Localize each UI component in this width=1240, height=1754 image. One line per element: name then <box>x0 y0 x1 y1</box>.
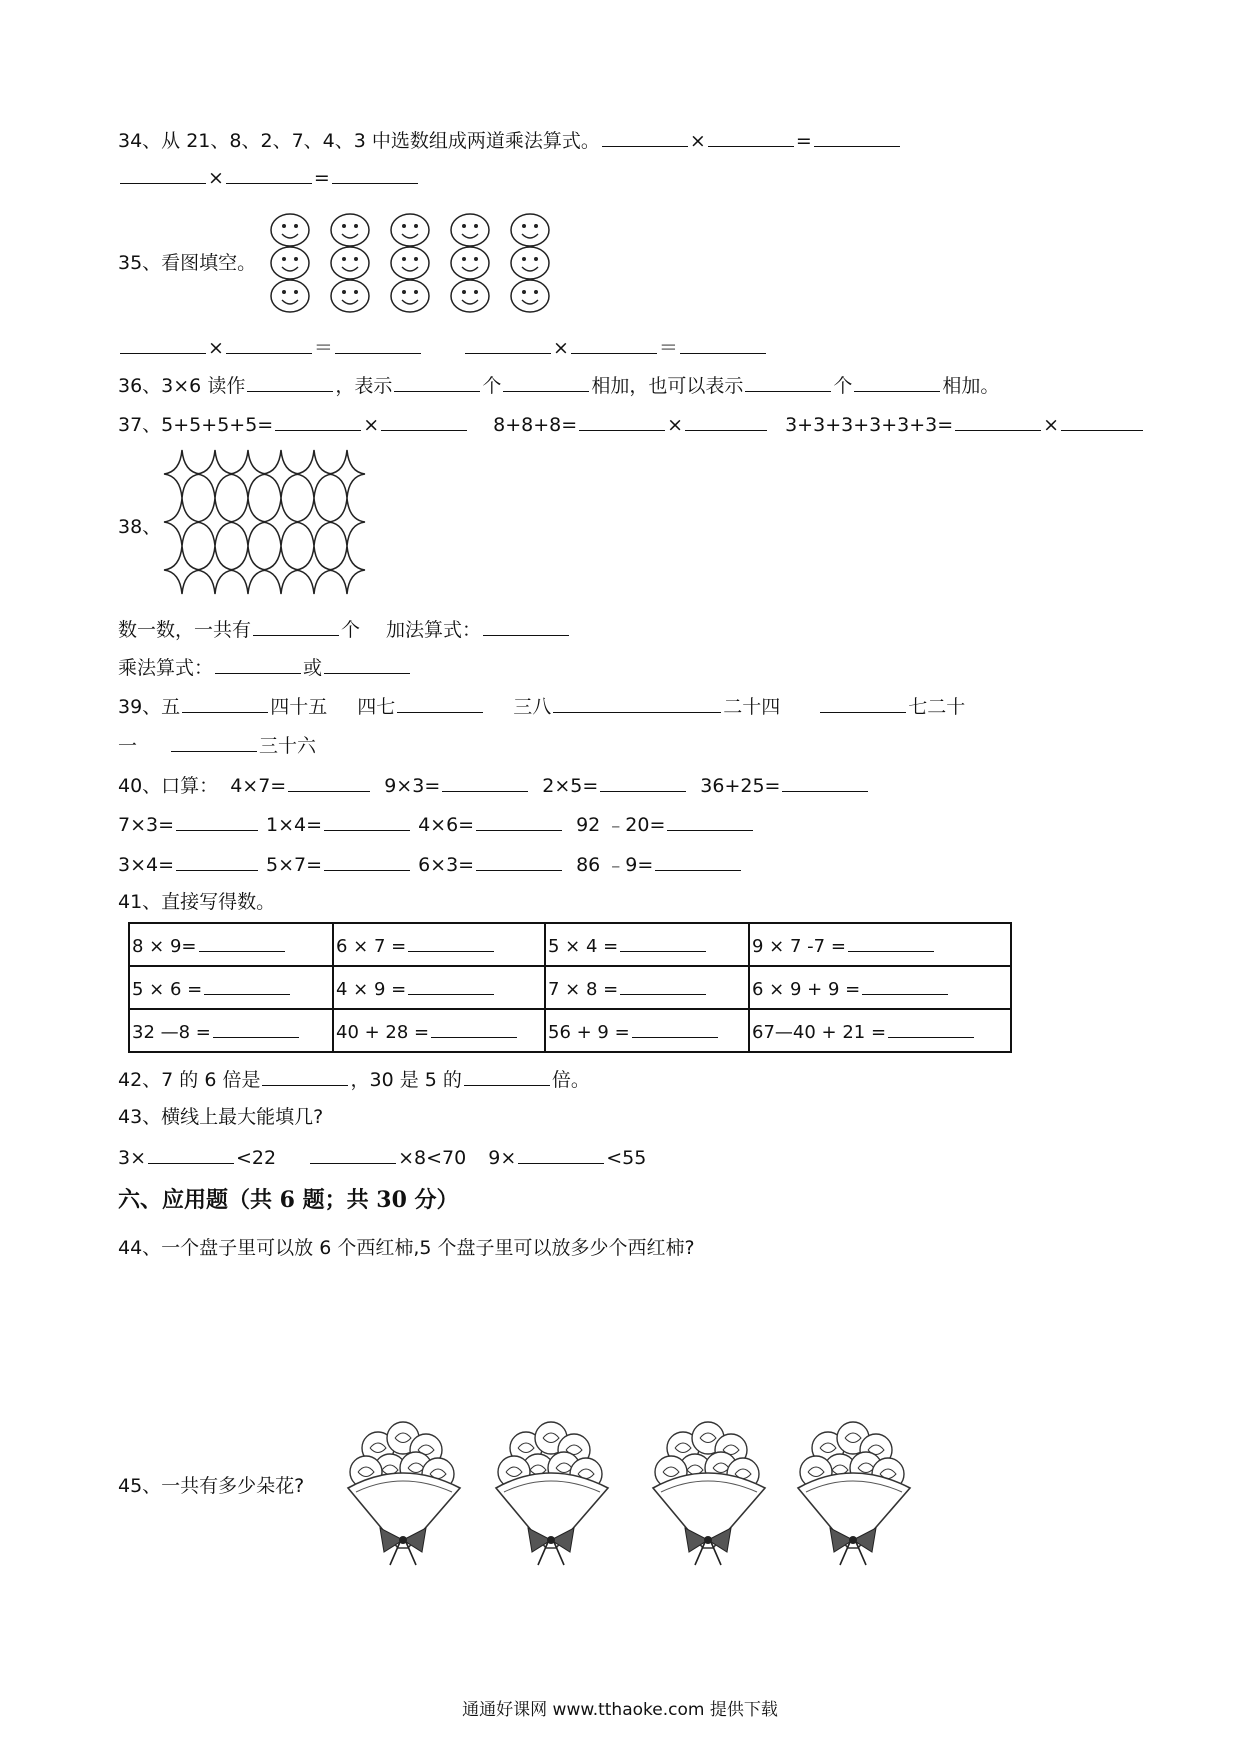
answer-blank[interactable] <box>247 373 333 392</box>
answer-blank[interactable] <box>204 976 290 995</box>
smiley-face-icon <box>271 280 309 312</box>
answer-blank[interactable] <box>483 617 569 636</box>
answer-blank[interactable] <box>888 1019 974 1038</box>
star-icon <box>164 546 200 594</box>
answer-blank[interactable] <box>226 165 312 184</box>
q34-line2: × = <box>118 165 420 190</box>
flower-bouquets-figure <box>338 1400 918 1565</box>
answer-blank[interactable] <box>476 812 562 831</box>
answer-blank[interactable] <box>465 335 551 354</box>
bouquet-icon <box>496 1422 608 1565</box>
answer-blank[interactable] <box>324 655 410 674</box>
smiley-face-icon <box>451 247 489 279</box>
q38-mul-line: 乘法算式： 或 <box>118 655 412 680</box>
answer-blank[interactable] <box>332 165 418 184</box>
answer-blank[interactable] <box>182 694 268 713</box>
q35-label: 35、看图填空。 <box>118 252 257 274</box>
bouquet-icon <box>348 1422 460 1565</box>
star-icon <box>263 450 299 498</box>
answer-blank[interactable] <box>408 933 494 952</box>
answer-blank[interactable] <box>476 852 562 871</box>
answer-blank[interactable] <box>571 335 657 354</box>
smiley-face-icon <box>331 280 369 312</box>
stars-figure <box>168 450 364 596</box>
q43-title: 43、横线上最大能填几? <box>118 1106 324 1128</box>
answer-blank[interactable] <box>199 933 285 952</box>
answer-blank[interactable] <box>854 373 940 392</box>
answer-blank[interactable] <box>215 655 301 674</box>
answer-blank[interactable] <box>814 128 900 147</box>
q37-line: 37、5+5+5+5= × 8+8+8= × 3+3+3+3+3+3= × <box>118 412 1145 437</box>
answer-blank[interactable] <box>176 852 258 871</box>
smiley-face-icon <box>331 214 369 246</box>
q34-line1: 34、从 21、8、2、7、4、3 中选数组成两道乘法算式。 × = <box>118 128 902 153</box>
q45-text: 45、一共有多少朵花? <box>118 1475 305 1497</box>
answer-blank[interactable] <box>171 733 257 752</box>
star-icon <box>164 498 200 546</box>
answer-blank[interactable] <box>848 933 934 952</box>
smiley-face-icon <box>271 214 309 246</box>
answer-blank[interactable] <box>667 812 753 831</box>
answer-blank[interactable] <box>955 412 1041 431</box>
answer-blank[interactable] <box>680 335 766 354</box>
answer-blank[interactable] <box>862 976 948 995</box>
answer-blank[interactable] <box>503 373 589 392</box>
answer-blank[interactable] <box>685 412 767 431</box>
answer-blank[interactable] <box>579 412 665 431</box>
smiley-face-icon <box>271 247 309 279</box>
footer: 通通好课网 www.tthaoke.com 提供下载 <box>462 1700 778 1720</box>
smiley-face-icon <box>391 280 429 312</box>
answer-blank[interactable] <box>431 1019 517 1038</box>
star-icon <box>263 498 299 546</box>
smiley-face-icon <box>391 247 429 279</box>
answer-blank[interactable] <box>600 773 686 792</box>
star-icon <box>197 546 233 594</box>
q36-line: 36、3×6 读作 ，表示 个 相加，也可以表示 个 相加。 <box>118 375 1000 397</box>
answer-blank[interactable] <box>820 694 906 713</box>
q42-line: 42、7 的 6 倍是 ，30 是 5 的 倍。 <box>118 1069 590 1091</box>
answer-blank[interactable] <box>782 773 868 792</box>
star-icon <box>329 546 365 594</box>
answer-blank[interactable] <box>632 1019 718 1038</box>
q38-count-line: 数一数，一共有 个 加法算式： <box>118 617 571 642</box>
answer-blank[interactable] <box>394 373 480 392</box>
q40-row1: 40、口算： 4×7= 9×3= 2×5= 36+25= <box>118 773 870 798</box>
answer-blank[interactable] <box>120 165 206 184</box>
q39-line1: 39、五 四十五 四七 三八 二十四 七二十 <box>118 696 966 718</box>
q35-blanks: × ＝ × ＝ <box>118 335 768 360</box>
smiley-faces-figure <box>270 212 570 320</box>
answer-blank[interactable] <box>335 335 421 354</box>
star-icon <box>296 546 332 594</box>
answer-blank[interactable] <box>553 694 721 713</box>
smiley-face-icon <box>451 280 489 312</box>
section-title: 六、应用题（共 6 题；共 30 分） <box>118 1187 459 1213</box>
answer-blank[interactable] <box>324 852 410 871</box>
q43-line: 3× <22 ×8<70 9× <55 <box>118 1147 647 1169</box>
table-row: 5 × 6 = 4 × 9 = 7 × 8 = 6 × 9 + 9 = <box>129 966 1011 1009</box>
q39-line2: 一 三十六 <box>118 735 317 757</box>
smiley-face-icon <box>391 214 429 246</box>
q40-row2: 7×3= 1×4= 4×6= 92 ﹣20= <box>118 812 755 837</box>
star-icon <box>230 450 266 498</box>
answer-blank[interactable] <box>602 128 688 147</box>
answer-blank[interactable] <box>213 1019 299 1038</box>
q41-table <box>128 922 1012 1053</box>
answer-blank[interactable] <box>464 1067 550 1086</box>
answer-blank[interactable] <box>408 976 494 995</box>
bouquet-icon <box>653 1422 765 1565</box>
star-icon <box>230 546 266 594</box>
answer-blank[interactable] <box>253 617 339 636</box>
star-icon <box>230 498 266 546</box>
answer-blank[interactable] <box>120 335 206 354</box>
answer-blank[interactable] <box>288 773 370 792</box>
answer-blank[interactable] <box>518 1145 604 1164</box>
table-row: 8 × 9= 6 × 7 = 5 × 4 = 9 × 7 -7 = <box>129 923 1011 966</box>
star-icon <box>164 450 200 498</box>
answer-blank[interactable] <box>310 1145 396 1164</box>
star-icon <box>329 498 365 546</box>
star-icon <box>296 450 332 498</box>
answer-blank[interactable] <box>262 1067 348 1086</box>
smiley-face-icon <box>511 247 549 279</box>
answer-blank[interactable] <box>226 335 312 354</box>
smiley-face-icon <box>451 214 489 246</box>
star-icon <box>329 450 365 498</box>
q40-row3: 3×4= 5×7= 6×3= 86 ﹣9= <box>118 852 743 877</box>
answer-blank[interactable] <box>324 812 410 831</box>
answer-blank[interactable] <box>275 412 361 431</box>
bouquet-icon <box>798 1422 910 1565</box>
answer-blank[interactable] <box>708 128 794 147</box>
answer-blank[interactable] <box>442 773 528 792</box>
q44-text: 44、一个盘子里可以放 6 个西红柿,5 个盘子里可以放多少个西红柿? <box>118 1237 695 1259</box>
star-icon <box>263 546 299 594</box>
answer-blank[interactable] <box>620 933 706 952</box>
smiley-face-icon <box>511 214 549 246</box>
q38-label: 38、 <box>118 516 162 538</box>
answer-blank[interactable] <box>655 852 741 871</box>
smiley-face-icon <box>331 247 369 279</box>
answer-blank[interactable] <box>745 373 831 392</box>
star-icon <box>197 450 233 498</box>
answer-blank[interactable] <box>148 1145 234 1164</box>
q41-title: 41、直接写得数。 <box>118 891 276 913</box>
star-icon <box>296 498 332 546</box>
answer-blank[interactable] <box>1061 412 1143 431</box>
answer-blank[interactable] <box>381 412 467 431</box>
q34-text: 34、从 21、8、2、7、4、3 中选数组成两道乘法算式。 <box>118 130 600 152</box>
answer-blank[interactable] <box>176 812 258 831</box>
answer-blank[interactable] <box>397 694 483 713</box>
star-icon <box>197 498 233 546</box>
smiley-face-icon <box>511 280 549 312</box>
answer-blank[interactable] <box>620 976 706 995</box>
table-row: 32 —8 = 40 + 28 = 56 + 9 = 67—40 + 21 = <box>129 1009 1011 1052</box>
